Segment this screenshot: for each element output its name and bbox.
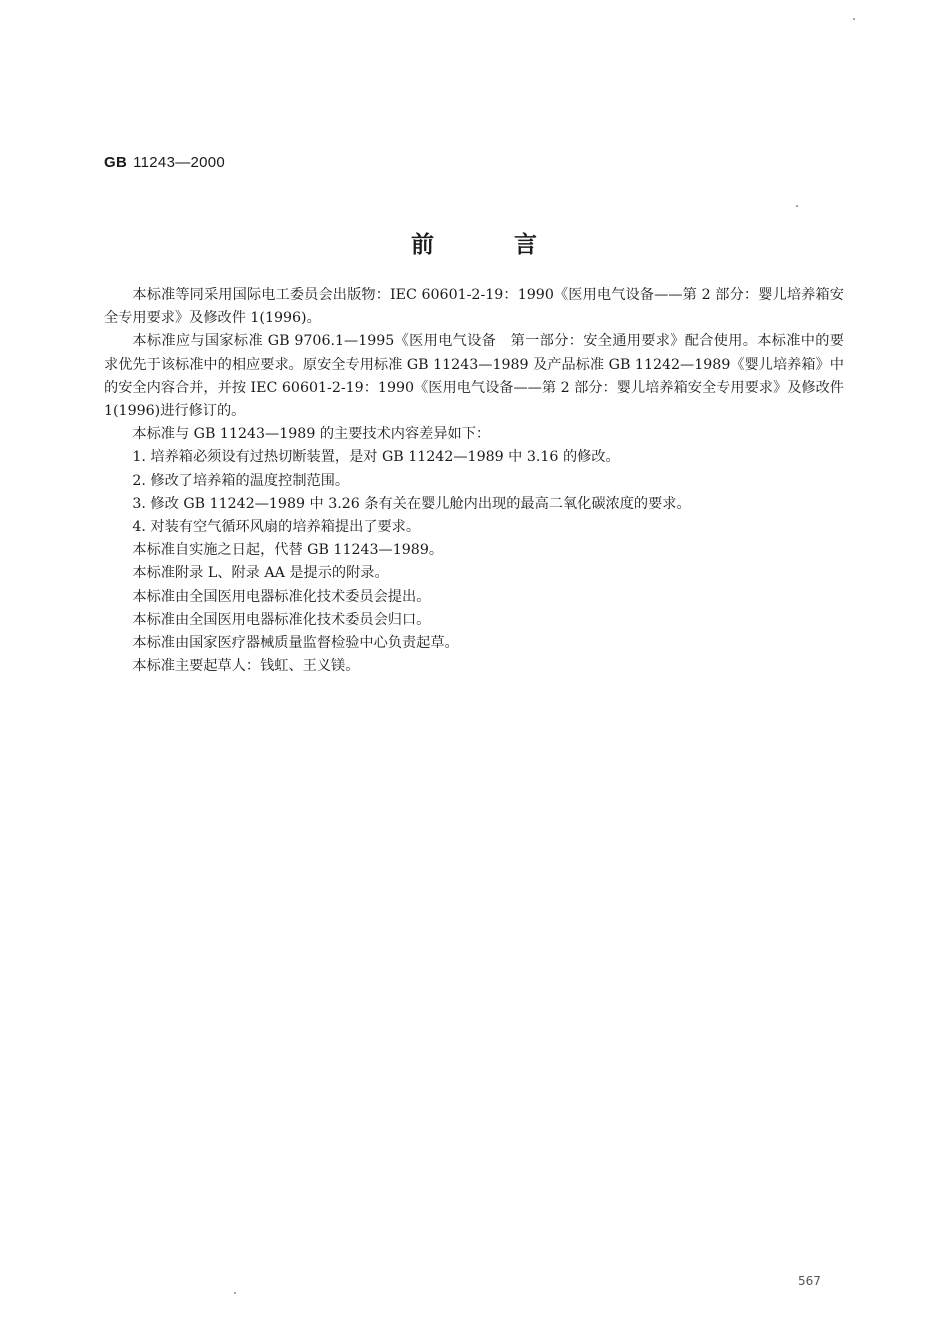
standard-number: 11243—2000: [133, 154, 226, 171]
page-title: [0, 226, 950, 259]
paragraph: 本标准由国家医疗器械质量监督检验中心负责起草。: [132, 635, 459, 652]
paragraph: 本标准主要起草人：钱虹、王义镁。: [132, 658, 360, 675]
scan-speck: [853, 18, 855, 20]
standard-prefix: GB: [104, 154, 128, 171]
title-char-1: 前: [411, 232, 436, 258]
paragraph: 本标准由全国医用电器标准化技术委员会归口。: [132, 611, 431, 628]
paragraph: 本标准与 GB 11243—1989 的主要技术内容差异如下：: [132, 426, 491, 443]
foreword-body: [104, 284, 844, 678]
paragraph: 本标准应与国家标准 GB 9706.1—1995《医用电气设备 第一部分：安全通用要求》配合使用。本标准中的要求优先于该标准中的相应要求。原安全专用标准 GB 11243—1989 及产品标准 GB 11242—1989《婴儿培养箱》中的安全内容合并，并按 IEC 60601-2-19：1990《医用电气设备——第 2 部分：婴儿培养箱安全专用要求》及修改件 1(1996)进行修订的。: [104, 333, 844, 420]
list-item: 1. 培养箱必须设有过热切断装置，是对 GB 11242—1989 中 3.16 的修改。: [132, 449, 620, 466]
list-item: 4. 对装有空气循环风扇的培养箱提出了要求。: [132, 519, 421, 536]
list-item: 3. 修改 GB 11242—1989 中 3.26 条有关在婴儿舱内出现的最高二氧化碳浓度的要求。: [132, 495, 691, 512]
paragraph: 本标准由全国医用电器标准化技术委员会提出。: [132, 588, 431, 605]
standard-code: [104, 154, 225, 171]
paragraph: 本标准附录 L、附录 AA 是提示的附录。: [132, 565, 389, 582]
title-char-2: 言: [514, 232, 539, 258]
paragraph: 本标准自实施之日起，代替 GB 11243—1989。: [132, 542, 444, 559]
paragraph: 本标准等同采用国际电工委员会出版物：IEC 60601-2-19：1990《医用电气设备——第 2 部分：婴儿培养箱安全专用要求》及修改件 1(1996)。: [104, 287, 844, 327]
list-item: 2. 修改了培养箱的温度控制范围。: [132, 472, 350, 489]
scan-speck: [234, 1292, 236, 1294]
scan-speck: [796, 205, 798, 207]
page-number: 567: [798, 1274, 821, 1288]
